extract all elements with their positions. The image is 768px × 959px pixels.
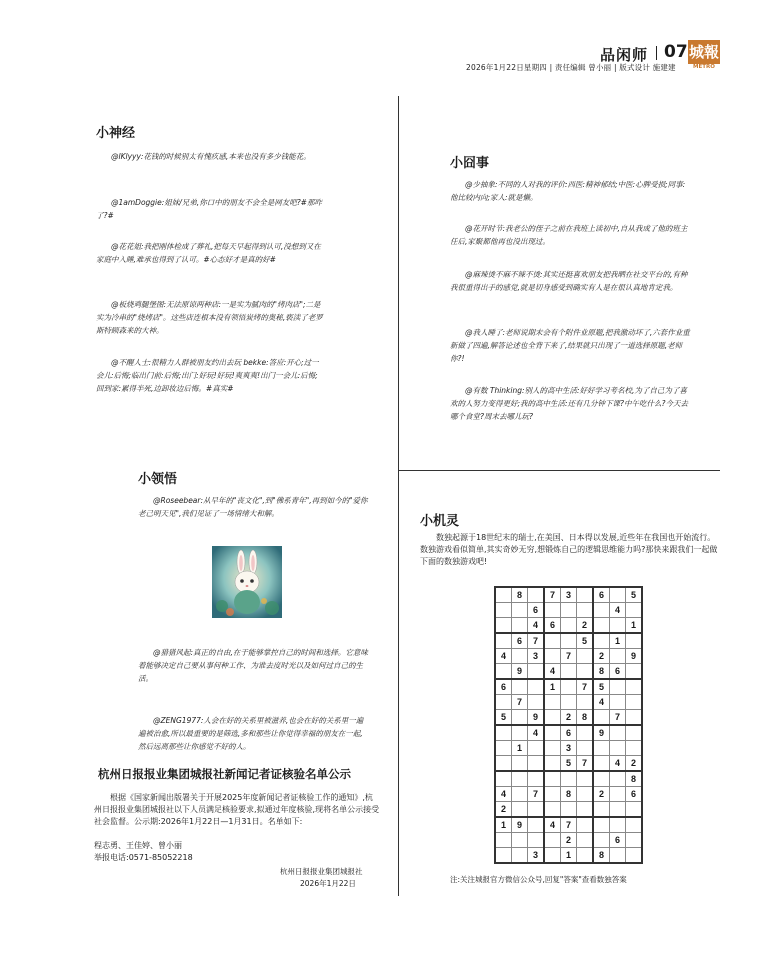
sudoku-grid-1 xyxy=(494,586,643,726)
sudoku-cell xyxy=(495,618,512,634)
post-item: @花花姐:我把刚体检成了葬礼,把每天早起得到认可,没想到又在家庭中入睡,难承也得到了认可。#心态好才是真的好# xyxy=(96,242,321,264)
sudoku-cell: 6 xyxy=(610,833,626,848)
sudoku-cell xyxy=(593,633,610,649)
sudoku-cell xyxy=(610,587,626,603)
sudoku-cell xyxy=(626,664,643,680)
sudoku-cell xyxy=(626,725,643,741)
sudoku-cell: 4 xyxy=(610,603,626,618)
sudoku-cell: 1 xyxy=(610,633,626,649)
sudoku-row xyxy=(495,848,642,864)
sudoku-row xyxy=(495,679,642,695)
sudoku-cell: 3 xyxy=(561,741,577,756)
sudoku-cell xyxy=(561,633,577,649)
section-title-xiaojiongshi: 小囧事 xyxy=(450,156,490,171)
sudoku-cell: 9 xyxy=(512,817,528,833)
sudoku-cell: 5 xyxy=(495,710,512,726)
sudoku-cell: 9 xyxy=(528,710,545,726)
header-divider xyxy=(656,46,657,60)
sudoku-cell: 7 xyxy=(528,787,545,802)
sudoku-row xyxy=(495,771,642,787)
sudoku-row xyxy=(495,695,642,710)
sudoku-cell xyxy=(544,833,561,848)
sudoku-cell xyxy=(495,664,512,680)
sudoku-cell xyxy=(610,695,626,710)
sudoku-cell xyxy=(495,771,512,787)
sudoku-cell: 7 xyxy=(561,649,577,664)
sudoku-cell: 7 xyxy=(512,695,528,710)
sudoku-cell xyxy=(577,833,594,848)
sudoku-cell xyxy=(561,618,577,634)
page-number: 07 xyxy=(664,42,688,62)
post-item: @lKlyyy:花钱的时候别太有愧疚感,本来也没有多少钱能花。 xyxy=(111,152,311,161)
sudoku-cell: 5 xyxy=(577,633,594,649)
sudoku-cell xyxy=(544,741,561,756)
notice-names: 程志勇、王佳婷、曾小丽 xyxy=(94,841,182,850)
sudoku-cell xyxy=(626,833,643,848)
sudoku-cell xyxy=(577,603,594,618)
sudoku-cell xyxy=(593,771,610,787)
sudoku-cell xyxy=(610,787,626,802)
sudoku-cell: 7 xyxy=(577,756,594,772)
sudoku-cell xyxy=(544,710,561,726)
sudoku-cell xyxy=(544,848,561,864)
sudoku-cell: 2 xyxy=(593,649,610,664)
sudoku-cell: 7 xyxy=(577,679,594,695)
sudoku-row xyxy=(495,587,642,603)
sudoku-cell xyxy=(495,741,512,756)
sudoku-cell xyxy=(495,756,512,772)
sudoku-cell xyxy=(528,817,545,833)
sudoku-cell: 6 xyxy=(495,679,512,695)
sudoku-cell: 3 xyxy=(561,587,577,603)
sudoku-cell xyxy=(561,603,577,618)
sudoku-cell xyxy=(626,802,643,818)
sudoku-cell xyxy=(495,633,512,649)
sudoku-cell: 4 xyxy=(528,618,545,634)
sudoku-cell xyxy=(544,725,561,741)
sudoku-cell xyxy=(544,787,561,802)
sudoku-row xyxy=(495,817,642,833)
sudoku-cell xyxy=(626,741,643,756)
sudoku-cell xyxy=(610,771,626,787)
sudoku-grid-2 xyxy=(494,724,643,864)
sudoku-cell: 6 xyxy=(626,787,643,802)
notice-title: 杭州日报报业集团城报社新闻记者证核验名单公示 xyxy=(98,767,351,781)
sudoku-cell xyxy=(561,771,577,787)
sudoku-cell xyxy=(528,587,545,603)
notice-org: 杭州日报报业集团城报社 xyxy=(280,867,363,876)
post-item: @板烧鸡腿堡图:无法原谅两种店:一是实为腻肉的"烤肉店";二是实为冷串的"烧烤店"。这些店连根本没有领悟炭烤的奥秘,亵渎了老罗斯特顾森来的大神。 xyxy=(96,300,323,335)
sudoku-puzzle-2 xyxy=(494,724,643,864)
sudoku-cell: 5 xyxy=(561,756,577,772)
sudoku-cell: 9 xyxy=(626,649,643,664)
sudoku-cell: 1 xyxy=(544,679,561,695)
sudoku-cell xyxy=(577,787,594,802)
sudoku-cell: 1 xyxy=(512,741,528,756)
sudoku-cell xyxy=(528,802,545,818)
sudoku-cell xyxy=(512,725,528,741)
sudoku-cell xyxy=(512,802,528,818)
sudoku-cell xyxy=(544,771,561,787)
sudoku-cell: 2 xyxy=(561,833,577,848)
sudoku-cell xyxy=(626,695,643,710)
sudoku-cell xyxy=(610,725,626,741)
sudoku-cell xyxy=(593,603,610,618)
sudoku-cell: 8 xyxy=(512,587,528,603)
header-meta: 2026年1月22日星期四 | 责任编辑 曾小丽 | 版式设计 施建建 xyxy=(466,63,676,72)
sudoku-cell xyxy=(528,679,545,695)
sudoku-cell xyxy=(577,695,594,710)
section-title-xiaoshenjing: 小神经 xyxy=(96,126,136,141)
post-item: @Roseebear:从早年的"丧文化",到"佛系青年",再到如今的"爱你老己明天见",我们见证了一场情绪大和解。 xyxy=(138,496,368,518)
sudoku-cell xyxy=(626,633,643,649)
sudoku-cell xyxy=(610,802,626,818)
sudoku-row xyxy=(495,741,642,756)
sudoku-cell: 2 xyxy=(593,787,610,802)
sudoku-cell xyxy=(512,603,528,618)
sudoku-cell xyxy=(593,833,610,848)
post-item: @1amDoggie:姐妹/兄弟,你口中的朋友不会全是网友吧?#那咋了?# xyxy=(96,198,322,220)
sudoku-cell xyxy=(528,756,545,772)
sudoku-cell: 8 xyxy=(593,848,610,864)
sudoku-row xyxy=(495,603,642,618)
sudoku-cell: 1 xyxy=(626,618,643,634)
sudoku-row xyxy=(495,833,642,848)
sudoku-cell: 4 xyxy=(544,817,561,833)
sudoku-cell xyxy=(512,649,528,664)
sudoku-cell xyxy=(610,817,626,833)
bunny-illustration-icon xyxy=(212,546,282,618)
column-divider-top xyxy=(398,96,399,472)
row-divider xyxy=(398,470,720,471)
sudoku-cell xyxy=(626,848,643,864)
sudoku-row xyxy=(495,649,642,664)
sudoku-intro: 数独起源于18世纪末的瑞士,在美国、日本得以发展,近些年在我国也开始流行。数独游戏看似简单,其实奇妙无穷,想锻炼自己的逻辑思维能力吗?那快来跟我们一起做下面的数独游戏吧! xyxy=(420,533,718,566)
sudoku-cell xyxy=(593,756,610,772)
sudoku-cell xyxy=(577,725,594,741)
sudoku-cell xyxy=(626,817,643,833)
sudoku-cell xyxy=(577,771,594,787)
sudoku-cell xyxy=(577,664,594,680)
sudoku-cell xyxy=(544,695,561,710)
sudoku-row xyxy=(495,633,642,649)
sudoku-footnote: 注:关注城报官方微信公众号,回复"答案"查看数独答案 xyxy=(450,875,627,884)
sudoku-cell xyxy=(528,833,545,848)
sudoku-row xyxy=(495,664,642,680)
sudoku-cell: 6 xyxy=(561,725,577,741)
post-item: @有数 Thinking:别人的高中生活:好好学习考名校,为了自己为了喜欢的人努力变得更好;我的高中生活:还有几分钟下课?中午吃什么?今天去哪个食堂?周末去哪儿玩? xyxy=(450,386,689,421)
sudoku-cell: 4 xyxy=(610,756,626,772)
sudoku-row xyxy=(495,802,642,818)
sudoku-cell xyxy=(593,802,610,818)
sudoku-cell xyxy=(561,802,577,818)
sudoku-cell: 2 xyxy=(495,802,512,818)
sudoku-cell xyxy=(577,802,594,818)
sudoku-cell: 2 xyxy=(626,756,643,772)
sudoku-cell xyxy=(512,710,528,726)
sudoku-cell xyxy=(544,802,561,818)
sudoku-cell xyxy=(528,771,545,787)
sudoku-cell xyxy=(495,603,512,618)
sudoku-row xyxy=(495,618,642,634)
post-item: @麻辣烫不麻不辣不烫:其实还挺喜欢朋友把我晒在社交平台的,有种我很重得出手的感觉,就是切身感受到确实有人是在很认真地肯定我。 xyxy=(450,270,688,292)
sudoku-cell xyxy=(626,603,643,618)
sudoku-row xyxy=(495,787,642,802)
sudoku-cell: 3 xyxy=(528,649,545,664)
sudoku-cell xyxy=(577,848,594,864)
sudoku-cell: 6 xyxy=(610,664,626,680)
sudoku-cell xyxy=(512,848,528,864)
sudoku-cell: 7 xyxy=(528,633,545,649)
sudoku-cell xyxy=(495,725,512,741)
sudoku-cell xyxy=(544,756,561,772)
sudoku-cell: 4 xyxy=(593,695,610,710)
notice-date: 2026年1月22日 xyxy=(300,879,356,888)
sudoku-cell xyxy=(610,741,626,756)
sudoku-cell xyxy=(544,633,561,649)
post-item: @猎猎风起:真正的自由,在于能够掌控自己的时间和选择。它意味着能够决定自己要从事何种工作、为谁去度时光以及如何过自己的生活。 xyxy=(138,648,368,683)
sudoku-cell: 9 xyxy=(512,664,528,680)
sudoku-puzzle-1 xyxy=(494,586,643,726)
sudoku-cell xyxy=(495,695,512,710)
sudoku-cell: 5 xyxy=(626,587,643,603)
sudoku-cell xyxy=(528,664,545,680)
sudoku-cell: 1 xyxy=(561,848,577,864)
sudoku-cell: 6 xyxy=(512,633,528,649)
sudoku-cell xyxy=(512,679,528,695)
sudoku-cell xyxy=(593,618,610,634)
sudoku-cell xyxy=(512,787,528,802)
sudoku-cell: 1 xyxy=(495,817,512,833)
sudoku-cell xyxy=(610,618,626,634)
notice-body: 根据《国家新闻出版署关于开展2025年度新闻记者证核验工作的通知》,杭州日报报业集团城报社以下人员满足核验要求,拟通过年度核验,现将名单公示接受社会监督。公示期:2026年1月22日—1月31日。名单如下: xyxy=(94,793,380,826)
sudoku-cell: 6 xyxy=(528,603,545,618)
section-title-xiaolingwu: 小领悟 xyxy=(138,472,178,487)
sudoku-cell xyxy=(577,649,594,664)
sudoku-cell xyxy=(512,756,528,772)
column-divider-bottom xyxy=(398,472,399,896)
sudoku-cell: 8 xyxy=(593,664,610,680)
sudoku-cell: 4 xyxy=(544,664,561,680)
sudoku-cell xyxy=(593,817,610,833)
section-title-xiaojiling: 小机灵 xyxy=(420,514,460,529)
post-item: @少抽象:不同的人对我的评价:西医:精神郁结;中医:心脾受损;同事:他比较内向;家人:就是懒。 xyxy=(450,180,686,202)
sudoku-row xyxy=(495,710,642,726)
sudoku-row xyxy=(495,725,642,741)
sudoku-cell xyxy=(528,695,545,710)
sudoku-cell xyxy=(512,771,528,787)
sudoku-cell xyxy=(495,848,512,864)
sudoku-cell: 8 xyxy=(561,787,577,802)
post-item: @不醒人士:很精力人群被朋友约出去玩 bekke:答应:开心;过一会儿:后悔;临出门前:后悔;出门:好玩!好玩!爽爽爽!出门一会儿:后悔;回到家:累得半死,边卸妆边后悔。#真实# xyxy=(96,358,319,393)
sudoku-cell xyxy=(577,587,594,603)
sudoku-cell xyxy=(495,587,512,603)
sudoku-cell xyxy=(593,710,610,726)
sudoku-cell xyxy=(561,695,577,710)
sudoku-cell xyxy=(544,603,561,618)
sudoku-cell: 7 xyxy=(544,587,561,603)
sudoku-cell xyxy=(626,710,643,726)
sudoku-cell xyxy=(561,664,577,680)
post-item: @ZENG1977:人会在好的关系里被滋养,也会在好的关系里一遍遍被治愈,所以最重要的是筛选,多和那些让你觉得幸福的朋友在一起,然后远离那些让你感觉不好的人。 xyxy=(138,716,364,751)
post-item: @我人睡了:老师说期末会有个附件业原题,把我激动坏了,六套作业重新做了四遍,解答论述也全背下来了,结果就只出现了一道选择原题,老师你?! xyxy=(450,328,690,363)
sudoku-cell xyxy=(610,848,626,864)
sudoku-cell: 2 xyxy=(561,710,577,726)
post-item: @花开时节:我老公的侄子之前在我班上读初中,自从我成了他的班主任后,家聚都他再也没出现过。 xyxy=(450,224,688,246)
sudoku-cell xyxy=(610,679,626,695)
sudoku-cell: 7 xyxy=(610,710,626,726)
sudoku-cell xyxy=(593,741,610,756)
newspaper-logo-sub: METRO xyxy=(693,64,715,70)
sudoku-cell: 7 xyxy=(561,817,577,833)
sudoku-cell xyxy=(528,741,545,756)
sudoku-row xyxy=(495,756,642,772)
sudoku-cell xyxy=(561,679,577,695)
notice-phone: 举报电话:0571-85052218 xyxy=(94,853,193,862)
sudoku-cell: 6 xyxy=(544,618,561,634)
sudoku-cell: 4 xyxy=(495,649,512,664)
sudoku-cell xyxy=(577,817,594,833)
sudoku-cell: 4 xyxy=(528,725,545,741)
sudoku-cell: 3 xyxy=(528,848,545,864)
sudoku-cell: 2 xyxy=(577,618,594,634)
sudoku-cell xyxy=(512,833,528,848)
newspaper-logo: 城報 xyxy=(688,40,720,64)
sudoku-cell: 5 xyxy=(593,679,610,695)
sudoku-cell xyxy=(495,833,512,848)
sudoku-cell: 8 xyxy=(626,771,643,787)
section-name: 品闲师 xyxy=(600,46,649,64)
sudoku-cell: 8 xyxy=(577,710,594,726)
sudoku-cell xyxy=(626,679,643,695)
sudoku-cell xyxy=(610,649,626,664)
sudoku-cell: 6 xyxy=(593,587,610,603)
sudoku-cell xyxy=(544,649,561,664)
sudoku-cell: 9 xyxy=(593,725,610,741)
sudoku-cell xyxy=(512,618,528,634)
sudoku-cell xyxy=(577,741,594,756)
sudoku-cell: 4 xyxy=(495,787,512,802)
